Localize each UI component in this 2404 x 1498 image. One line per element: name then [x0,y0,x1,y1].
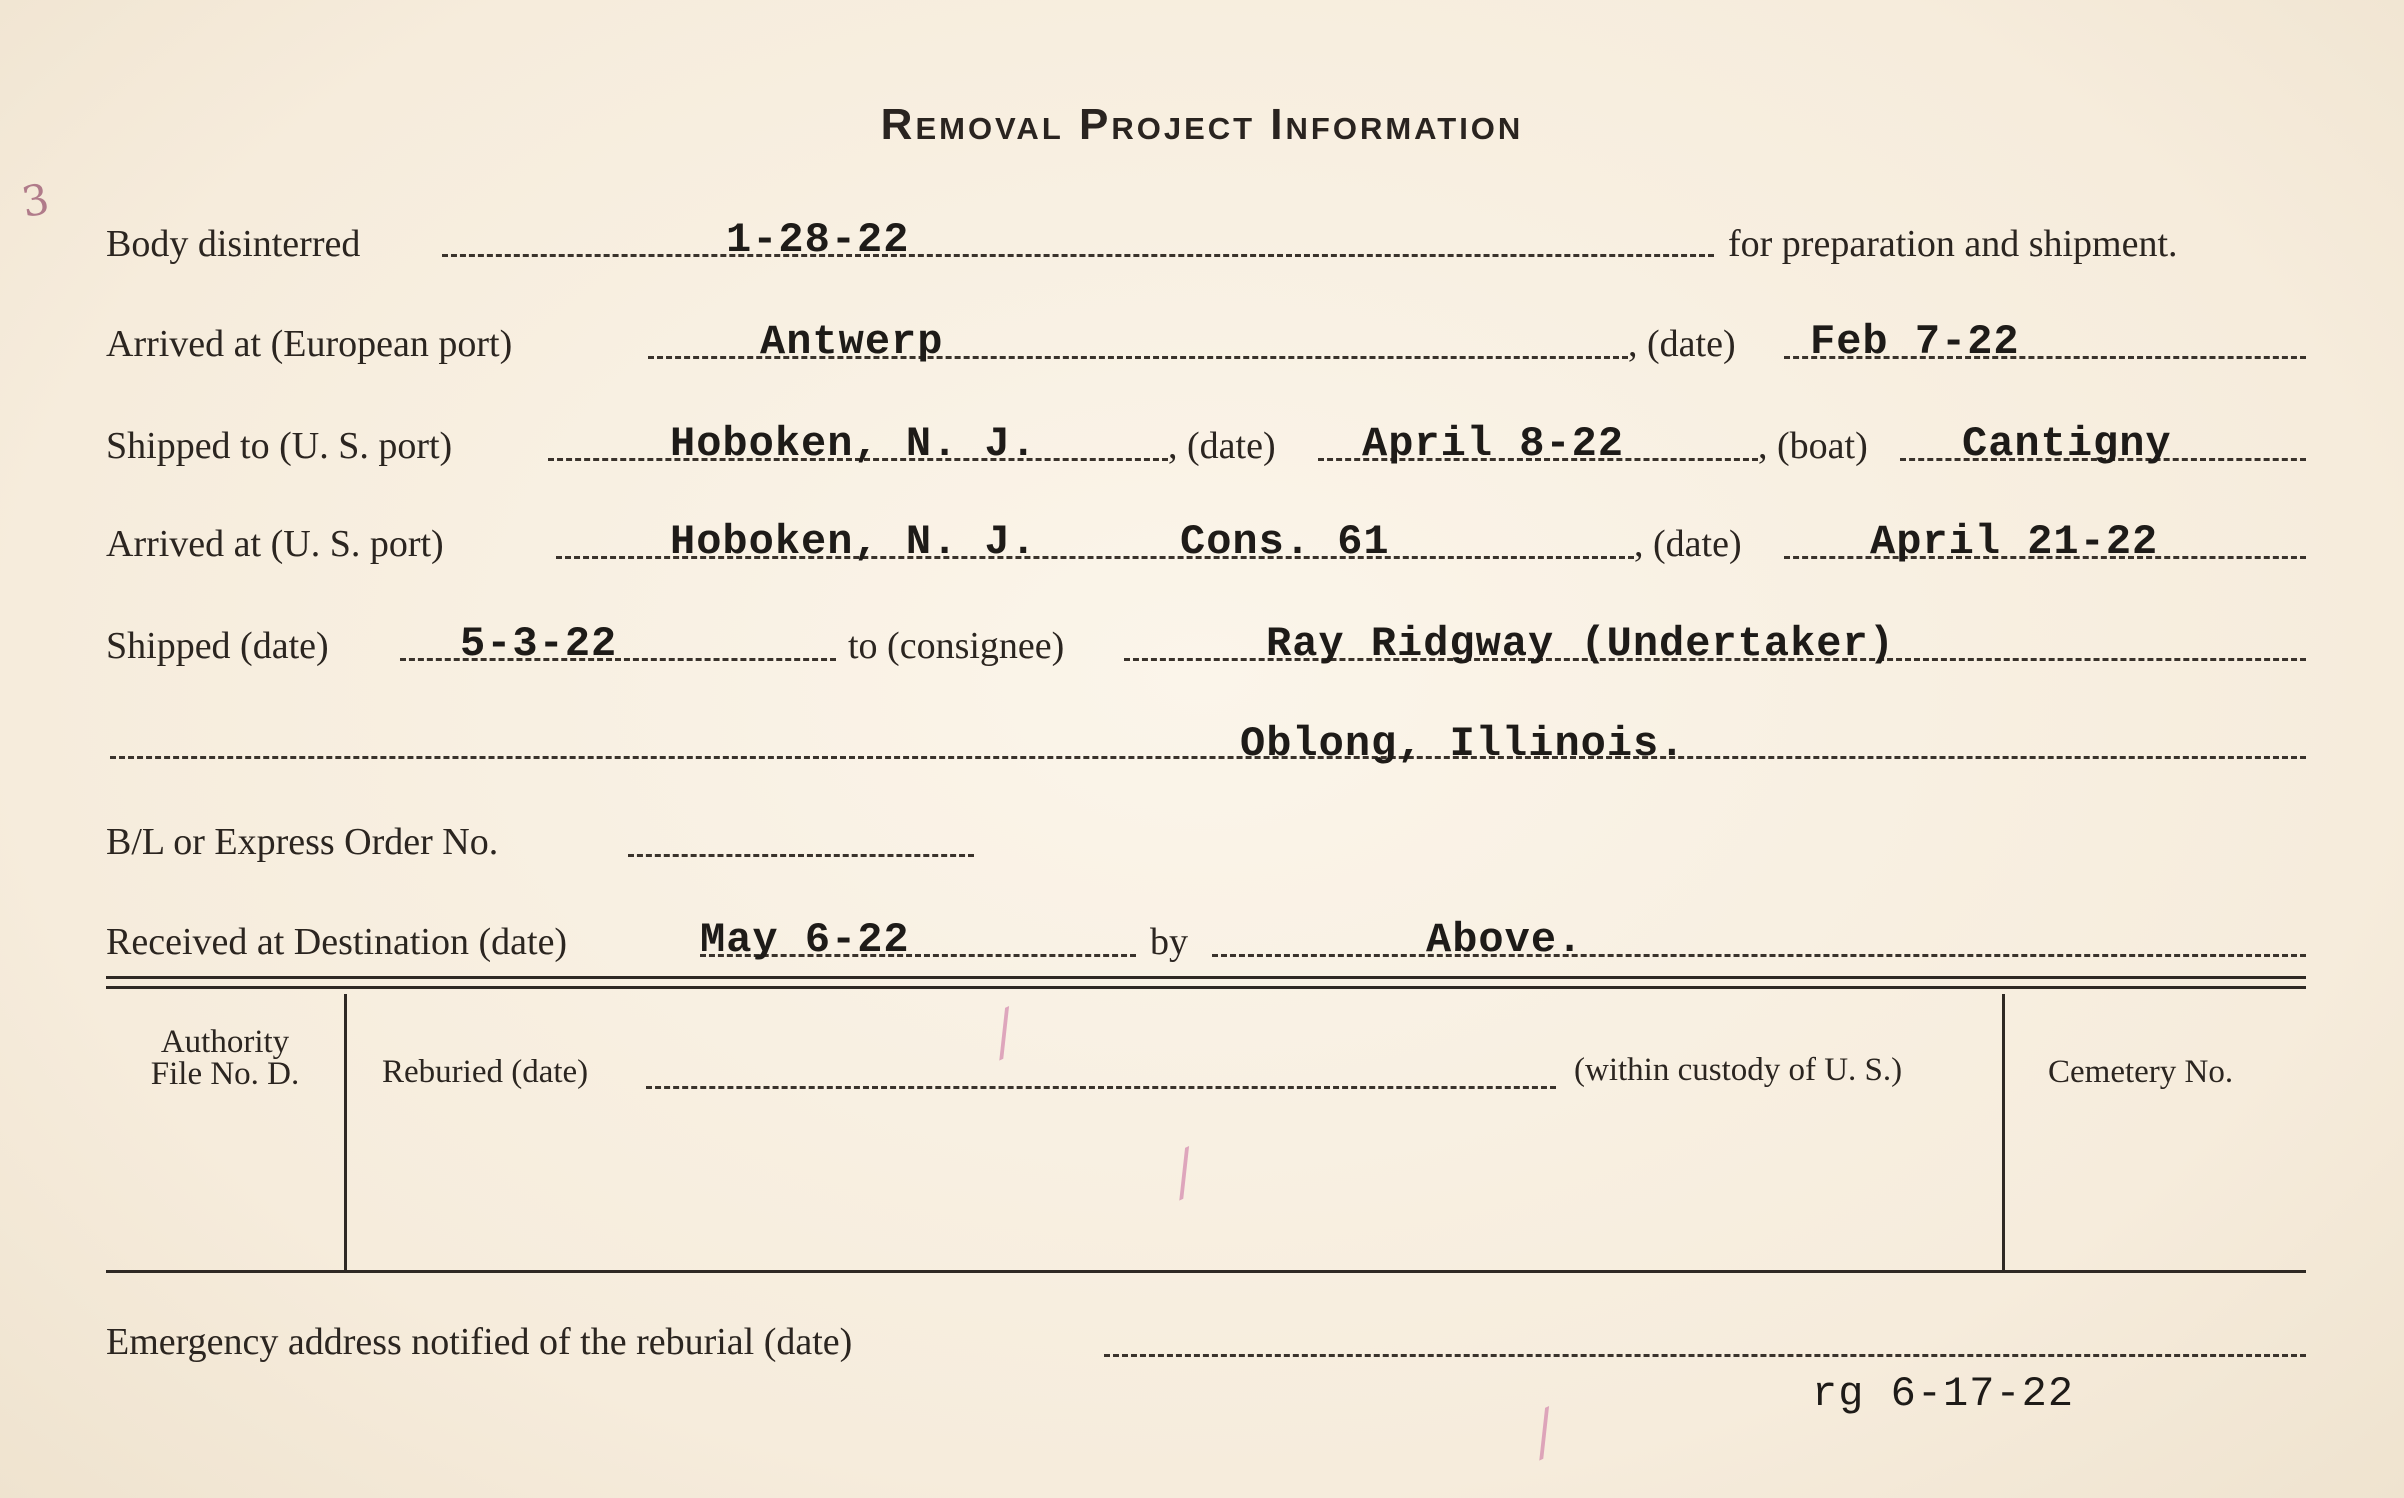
table-divider-left [344,994,347,1270]
reburied-line [646,1086,1556,1089]
margin-note: 3 [17,174,53,227]
shipped-us-value: Hoboken, N. J. [670,420,1037,468]
authority-label: Authority [160,1024,290,1060]
emergency-line [1104,1354,2306,1357]
file-no-label: File No. D. [150,1056,300,1092]
arrived-us-date-label: , (date) [1634,523,1742,565]
consignee-value: Ray Ridgway (Undertaker) [1266,620,1895,668]
shipped-date-label: Shipped (date) [106,625,329,667]
arrived-europe-label: Arrived at (European port) [106,323,513,365]
table-divider-right [2002,994,2005,1270]
custody-label: (within custody of U. S.) [1574,1052,1903,1088]
disinterred-value: 1-28-22 [726,216,910,264]
arrived-us-date-value: April 21-22 [1870,518,2159,566]
shipped-us-date-label: , (date) [1168,425,1276,467]
table-top-rule-2 [106,986,2306,989]
cemetery-no-label: Cemetery No. [2048,1054,2234,1090]
received-by-line [1212,954,2306,957]
arrived-europe-date-label: , (date) [1628,323,1736,365]
page-title: Removal Project Information [880,100,1524,149]
shipped-us-date-value: April 8-22 [1362,420,1625,468]
arrived-europe-date-value: Feb 7-22 [1810,318,2020,366]
shipped-us-boat-label: , (boat) [1758,425,1868,467]
received-value: May 6-22 [700,916,910,964]
received-by-value: Above. [1426,916,1584,964]
arrived-europe-value: Antwerp [760,318,944,366]
table-bottom-rule [106,1270,2306,1273]
arrived-us-value: Hoboken, N. J. [670,518,1037,566]
arrived-us-label: Arrived at (U. S. port) [106,523,444,565]
received-label: Received at Destination (date) [106,921,568,963]
stamp-mark-3: ⁄ [1525,1401,1565,1469]
disinterred-label: Body disinterred [106,223,361,265]
consignee-line-2 [110,756,2306,759]
stamp-mark-2: ⁄ [1165,1141,1205,1209]
reburied-label: Reburied (date) [382,1054,589,1090]
disinterred-suffix: for preparation and shipment. [1728,223,2178,265]
arrived-us-cons-value: Cons. 61 [1180,518,1390,566]
consignee-label: to (consignee) [848,625,1065,667]
shipped-us-boat-value: Cantigny [1962,420,2172,468]
emergency-label: Emergency address notified of the reburial (date) [106,1321,853,1363]
disinterred-line [442,254,1714,257]
shipped-date-value: 5-3-22 [460,620,618,668]
shipped-us-label: Shipped to (U. S. port) [106,425,453,467]
received-by-label: by [1150,921,1188,963]
footer-note: rg 6-17-22 [1812,1370,2075,1418]
table-top-rule-1 [106,976,2306,979]
bl-order-label: B/L or Express Order No. [106,821,499,863]
bl-order-line [628,854,974,857]
consignee-city-value: Oblong, Illinois. [1240,720,1686,768]
stamp-mark-1: ⁄ [985,1001,1025,1069]
